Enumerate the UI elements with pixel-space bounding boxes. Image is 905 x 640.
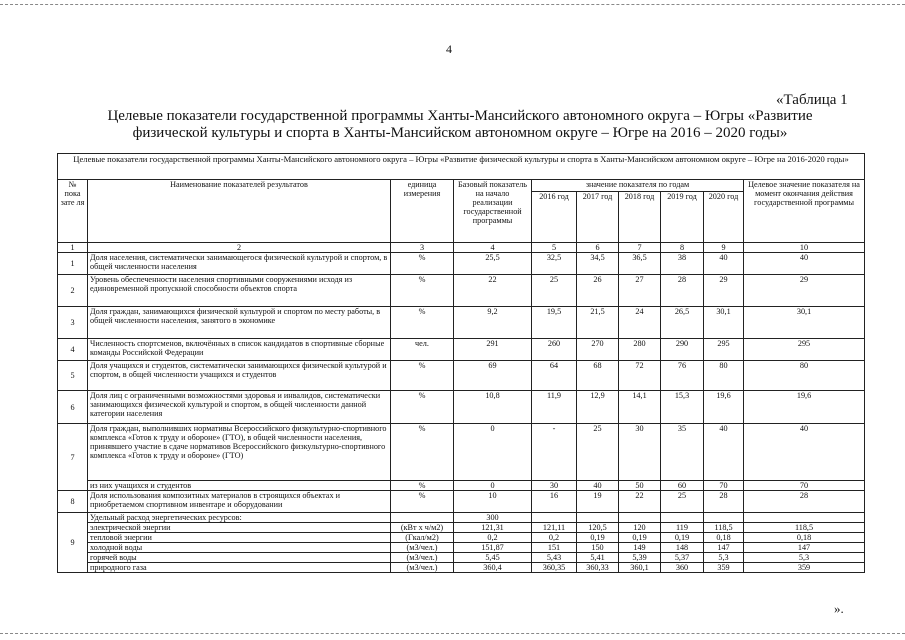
col-number: 9 <box>704 243 744 253</box>
table-label: «Таблица 1 <box>776 92 848 108</box>
indicator-name: из них учащихся и студентов <box>88 481 391 491</box>
unit: % <box>391 481 454 491</box>
value-2018: 360,1 <box>619 563 661 573</box>
value-2017: 34,5 <box>577 253 619 275</box>
table-row <box>58 424 865 481</box>
value-2019: 25 <box>661 491 704 513</box>
value-2019: 119 <box>661 523 704 533</box>
row-number: 5 <box>58 361 88 391</box>
unit: (Гкал/м2) <box>391 533 454 543</box>
row-number: 2 <box>58 275 88 307</box>
table-row <box>58 491 865 513</box>
value-2020: 5,3 <box>704 553 744 563</box>
base-value: 300 <box>454 513 532 523</box>
value-2016: 5,43 <box>532 553 577 563</box>
value-2016: 19,5 <box>532 307 577 339</box>
value-2017: 25 <box>577 424 619 481</box>
indicator-name: электрической энергии <box>88 523 391 533</box>
value-2018 <box>619 513 661 523</box>
table-row <box>58 275 865 307</box>
col-number: 10 <box>744 243 865 253</box>
value-2019: 26,5 <box>661 307 704 339</box>
table-subrow <box>58 481 865 491</box>
table-subrow <box>58 553 865 563</box>
value-2019: 5,37 <box>661 553 704 563</box>
value-2019: 28 <box>661 275 704 307</box>
value-2016: 25 <box>532 275 577 307</box>
target-value: 147 <box>744 543 865 553</box>
col-number: 2 <box>88 243 391 253</box>
unit <box>391 513 454 523</box>
base-value: 5,45 <box>454 553 532 563</box>
unit: % <box>391 253 454 275</box>
value-2018: 72 <box>619 361 661 391</box>
row-number: 4 <box>58 339 88 361</box>
target-value: 80 <box>744 361 865 391</box>
unit: % <box>391 424 454 481</box>
indicator-name: холодной воды <box>88 543 391 553</box>
value-2019 <box>661 513 704 523</box>
target-value: 30,1 <box>744 307 865 339</box>
value-2018: 0,19 <box>619 533 661 543</box>
page-number: 4 <box>446 42 452 56</box>
col-number: 3 <box>391 243 454 253</box>
indicator-name: Доля граждан, занимающихся физической культурой и спортом по месту работы, в общей численности населения, занятого в экономике <box>88 307 391 339</box>
value-2017: 26 <box>577 275 619 307</box>
table-caption: Целевые показатели государственной программы Ханты-Мансийского автономного округа – Югры «Развитие физической культуры и спорта в Ханты-Мансийском автономном округе – Югре на 2016-2020 годы» <box>58 154 865 180</box>
value-2017: 21,5 <box>577 307 619 339</box>
value-2018: 24 <box>619 307 661 339</box>
unit: % <box>391 491 454 513</box>
indicator-name: Уровень обеспеченности населения спортивными сооружениями исходя из единовременной пропускной способности объектов спорта <box>88 275 391 307</box>
header-year-2018: 2018 год <box>619 192 661 243</box>
value-2020: 19,6 <box>704 391 744 424</box>
value-2020: 359 <box>704 563 744 573</box>
value-2017: 150 <box>577 543 619 553</box>
closing-quote-mark: ». <box>834 601 844 616</box>
value-2017 <box>577 513 619 523</box>
table-row <box>58 339 865 361</box>
value-2019: 290 <box>661 339 704 361</box>
indicator-name: Доля учащихся и студентов, систематически занимающихся физической культурой и спортом, в общей численности учащихся и студентов <box>88 361 391 391</box>
col-number: 6 <box>577 243 619 253</box>
base-value: 69 <box>454 361 532 391</box>
target-value <box>744 513 865 523</box>
indicator-name: Удельный расход энергетических ресурсов: <box>88 513 391 523</box>
indicator-name: Доля лиц с ограниченными возможностями здоровья и инвалидов, систематически занимающихся физической культурой и спортом, в общей численности данной категории населения <box>88 391 391 424</box>
unit: (м3/чел.) <box>391 553 454 563</box>
indicator-name: Доля населения, систематически занимающегося физической культурой и спортом, в общей численности населения <box>88 253 391 275</box>
value-2020: 70 <box>704 481 744 491</box>
value-2016: 32,5 <box>532 253 577 275</box>
value-2018: 50 <box>619 481 661 491</box>
value-2017: 40 <box>577 481 619 491</box>
table-subrow <box>58 543 865 553</box>
row-number: 7 <box>58 424 88 491</box>
unit: (кВт х ч/м2) <box>391 523 454 533</box>
target-value: 28 <box>744 491 865 513</box>
table-row <box>58 253 865 275</box>
row-number: 3 <box>58 307 88 339</box>
base-value: 0 <box>454 424 532 481</box>
document-title: Целевые показатели государственной программы Ханты-Мансийского автономного округа – Югры «Развитие физической культуры и спорта в Ханты-Мансийском автономном округе – Югре на 2016 – 2020 годы» <box>107 108 813 141</box>
target-value: 118,5 <box>744 523 865 533</box>
value-2016: 360,35 <box>532 563 577 573</box>
unit: чел. <box>391 339 454 361</box>
value-2016: 260 <box>532 339 577 361</box>
value-2020: 80 <box>704 361 744 391</box>
base-value: 9,2 <box>454 307 532 339</box>
target-value: 40 <box>744 253 865 275</box>
value-2018: 27 <box>619 275 661 307</box>
value-2020: 40 <box>704 424 744 481</box>
header-num: № пока зате ля <box>58 180 88 243</box>
value-2020: 29 <box>704 275 744 307</box>
value-2018: 14,1 <box>619 391 661 424</box>
value-2016: 11,9 <box>532 391 577 424</box>
table-subrow <box>58 533 865 543</box>
value-2017: 68 <box>577 361 619 391</box>
value-2018: 280 <box>619 339 661 361</box>
value-2018: 22 <box>619 491 661 513</box>
header-year-2016: 2016 год <box>532 192 577 243</box>
unit: % <box>391 361 454 391</box>
value-2017: 360,33 <box>577 563 619 573</box>
value-2020: 28 <box>704 491 744 513</box>
target-value: 40 <box>744 424 865 481</box>
value-2016: 30 <box>532 481 577 491</box>
scan-edge-bottom <box>0 633 905 634</box>
value-2018: 120 <box>619 523 661 533</box>
value-2020: 0,18 <box>704 533 744 543</box>
target-value: 359 <box>744 563 865 573</box>
value-2016: - <box>532 424 577 481</box>
value-2018: 30 <box>619 424 661 481</box>
value-2019: 60 <box>661 481 704 491</box>
value-2020: 147 <box>704 543 744 553</box>
value-2016: 121,11 <box>532 523 577 533</box>
unit: (м3/чел.) <box>391 543 454 553</box>
indicator-name: Численность спортсменов, включённых в список кандидатов в спортивные сборные команды Российской Федерации <box>88 339 391 361</box>
indicator-name: природного газа <box>88 563 391 573</box>
indicators-table <box>57 153 865 573</box>
value-2017: 120,5 <box>577 523 619 533</box>
value-2019: 0,19 <box>661 533 704 543</box>
row-number: 8 <box>58 491 88 513</box>
value-2019: 360 <box>661 563 704 573</box>
target-value: 19,6 <box>744 391 865 424</box>
target-value: 295 <box>744 339 865 361</box>
base-value: 291 <box>454 339 532 361</box>
value-2016: 64 <box>532 361 577 391</box>
base-value: 360,4 <box>454 563 532 573</box>
value-2020: 30,1 <box>704 307 744 339</box>
base-value: 22 <box>454 275 532 307</box>
value-2020: 295 <box>704 339 744 361</box>
value-2018: 5,39 <box>619 553 661 563</box>
unit: (м3/чел.) <box>391 563 454 573</box>
base-value: 0 <box>454 481 532 491</box>
table-subrow <box>58 563 865 573</box>
header-year-2019: 2019 год <box>661 192 704 243</box>
scan-edge-top <box>0 4 905 5</box>
header-unit: единица измерения <box>391 180 454 243</box>
base-value: 25,5 <box>454 253 532 275</box>
indicator-name: горячей воды <box>88 553 391 563</box>
value-2017: 19 <box>577 491 619 513</box>
unit: % <box>391 307 454 339</box>
target-value: 0,18 <box>744 533 865 543</box>
value-2020: 40 <box>704 253 744 275</box>
base-value: 0,2 <box>454 533 532 543</box>
target-value: 5,3 <box>744 553 865 563</box>
target-value: 70 <box>744 481 865 491</box>
col-number: 7 <box>619 243 661 253</box>
target-value: 29 <box>744 275 865 307</box>
table-subrow <box>58 523 865 533</box>
value-2017: 12,9 <box>577 391 619 424</box>
value-2019: 148 <box>661 543 704 553</box>
indicator-name: тепловой энергии <box>88 533 391 543</box>
value-2019: 15,3 <box>661 391 704 424</box>
value-2018: 149 <box>619 543 661 553</box>
value-2019: 38 <box>661 253 704 275</box>
indicator-name: Доля граждан, выполнивших нормативы Всероссийского физкультурно-спортивного комплекса «Готов к труду и обороне» (ГТО), в общей численности населения, принявшего участие в сдаче нормативов Всероссийского физкультурно-спортивного комплекса «Готов к труду и обороне» (ГТО) <box>88 424 391 481</box>
column-numbers-row <box>58 243 865 253</box>
col-number: 8 <box>661 243 704 253</box>
value-2019: 35 <box>661 424 704 481</box>
col-number: 1 <box>58 243 88 253</box>
value-2016: 0,2 <box>532 533 577 543</box>
row-number: 1 <box>58 253 88 275</box>
value-2020 <box>704 513 744 523</box>
header-year-2017: 2017 год <box>577 192 619 243</box>
base-value: 121,31 <box>454 523 532 533</box>
table-row <box>58 513 865 523</box>
header-years-group: значение показателя по годам <box>532 180 744 192</box>
value-2019: 76 <box>661 361 704 391</box>
base-value: 151,87 <box>454 543 532 553</box>
header-base: Базовый показатель на начало реализации государственной программы <box>454 180 532 243</box>
row-number: 6 <box>58 391 88 424</box>
col-number: 5 <box>532 243 577 253</box>
value-2017: 5,41 <box>577 553 619 563</box>
table-row <box>58 391 865 424</box>
row-number: 9 <box>58 513 88 573</box>
header-name: Наименование показателей результатов <box>88 180 391 243</box>
value-2016: 151 <box>532 543 577 553</box>
indicator-name: Доля использования композитных материалов в строящихся объектах и приобретаемом спортивном инвентаре и оборудовании <box>88 491 391 513</box>
header-target: Целевое значение показателя на момент окончания действия государственной программы <box>744 180 865 243</box>
value-2017: 270 <box>577 339 619 361</box>
table-row <box>58 361 865 391</box>
value-2020: 118,5 <box>704 523 744 533</box>
unit: % <box>391 391 454 424</box>
value-2016: 16 <box>532 491 577 513</box>
base-value: 10 <box>454 491 532 513</box>
value-2017: 0,19 <box>577 533 619 543</box>
value-2018: 36,5 <box>619 253 661 275</box>
unit: % <box>391 275 454 307</box>
col-number: 4 <box>454 243 532 253</box>
base-value: 10,8 <box>454 391 532 424</box>
header-year-2020: 2020 год <box>704 192 744 243</box>
table-row <box>58 307 865 339</box>
value-2016 <box>532 513 577 523</box>
